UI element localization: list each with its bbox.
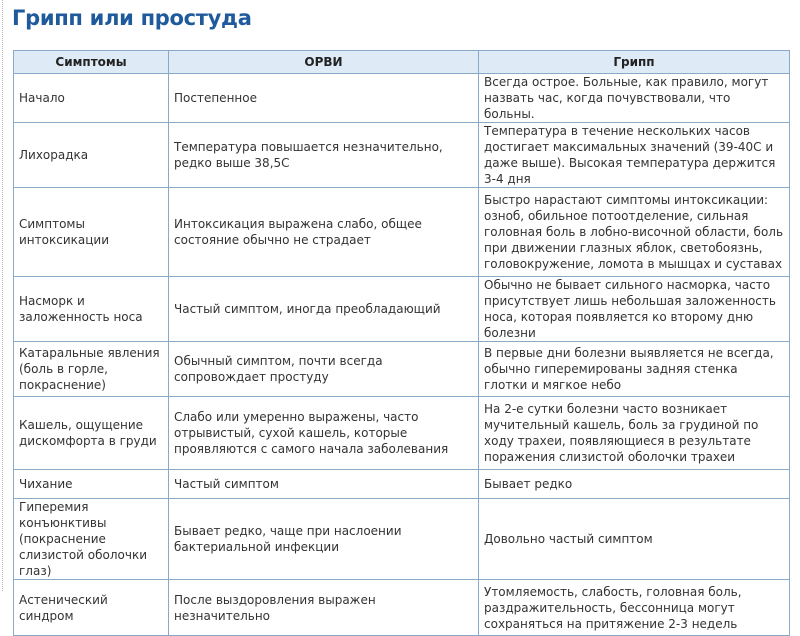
orvi-cell: После выздоровления выражен незначительно (169, 580, 479, 636)
symptom-cell: Чихание (14, 470, 169, 499)
flu-cell: Довольно частый симптом (479, 499, 790, 580)
orvi-cell: Постепенное (169, 74, 479, 123)
comparison-table (13, 50, 790, 636)
orvi-cell: Бывает редко, чаще при наслоении бактериальной инфекции (169, 499, 479, 580)
symptom-cell: Гиперемия конъюнктивы (покраснение слизистой оболочки глаз) (14, 499, 169, 580)
table-row (14, 188, 790, 277)
orvi-cell: Частый симптом, иногда преобладающий (169, 277, 479, 342)
flu-cell: Быстро нарастают симптомы интоксикации: озноб, обильное потоотделение, сильная головная боль в лобно-височной области, боль при движении глазных яблок, светобоязнь, головокружение, ломота в мышцах и суставах (479, 188, 790, 277)
table-row (14, 499, 790, 580)
table-row (14, 470, 790, 499)
symptom-cell: Лихорадка (14, 123, 169, 188)
column-header-orvi: ОРВИ (169, 51, 479, 74)
flu-cell: Обычно не бывает сильного насморка, часто присутствует лишь небольшая заложенность носа, которая появляется ко второму дню болезни (479, 277, 790, 342)
orvi-cell: Обычный симптом, почти всегда сопровождает простуду (169, 342, 479, 397)
flu-cell: Температура в течение нескольких часов достигает максимальных значений (39-40С и даже выше). Высокая температура держится 3-4 дня (479, 123, 790, 188)
symptom-cell: Насморк и заложенность носа (14, 277, 169, 342)
table-header-row (14, 51, 790, 74)
orvi-cell: Интоксикация выражена слабо, общее состояние обычно не страдает (169, 188, 479, 277)
column-header-symptoms: Симптомы (14, 51, 169, 74)
table-row (14, 74, 790, 123)
symptom-cell: Катаральные явления (боль в горле, покраснение) (14, 342, 169, 397)
page-title: Грипп или простуда (12, 6, 252, 30)
symptom-cell: Астенический синдром (14, 580, 169, 636)
symptom-cell: Симптомы интоксикации (14, 188, 169, 277)
flu-cell: На 2-е сутки болезни часто возникает мучительный кашель, боль за грудиной по ходу трахеи, появляющиеся в результате поражения слизистой оболочки трахеи (479, 397, 790, 470)
table-row (14, 397, 790, 470)
column-header-flu: Грипп (479, 51, 790, 74)
orvi-cell: Температура повышается незначительно, редко выше 38,5С (169, 123, 479, 188)
orvi-cell: Частый симптом (169, 470, 479, 499)
flu-cell: В первые дни болезни выявляется не всегда, обычно гиперемированы задняя стенка глотки и мягкое небо (479, 342, 790, 397)
flu-cell: Бывает редко (479, 470, 790, 499)
symptom-cell: Кашель, ощущение дискомфорта в груди (14, 397, 169, 470)
table-row (14, 123, 790, 188)
table-row (14, 342, 790, 397)
orvi-cell: Слабо или умеренно выражены, часто отрывистый, сухой кашель, которые проявляются с самого начала заболевания (169, 397, 479, 470)
flu-cell: Утомляемость, слабость, головная боль, раздражительность, бессонница могут сохраняться на притяжение 2-3 недель (479, 580, 790, 636)
page-edge-divider (2, 0, 3, 591)
table-row (14, 277, 790, 342)
table-row (14, 580, 790, 636)
symptom-cell: Начало (14, 74, 169, 123)
flu-cell: Всегда острое. Больные, как правило, могут назвать час, когда почувствовали, что больны. (479, 74, 790, 123)
